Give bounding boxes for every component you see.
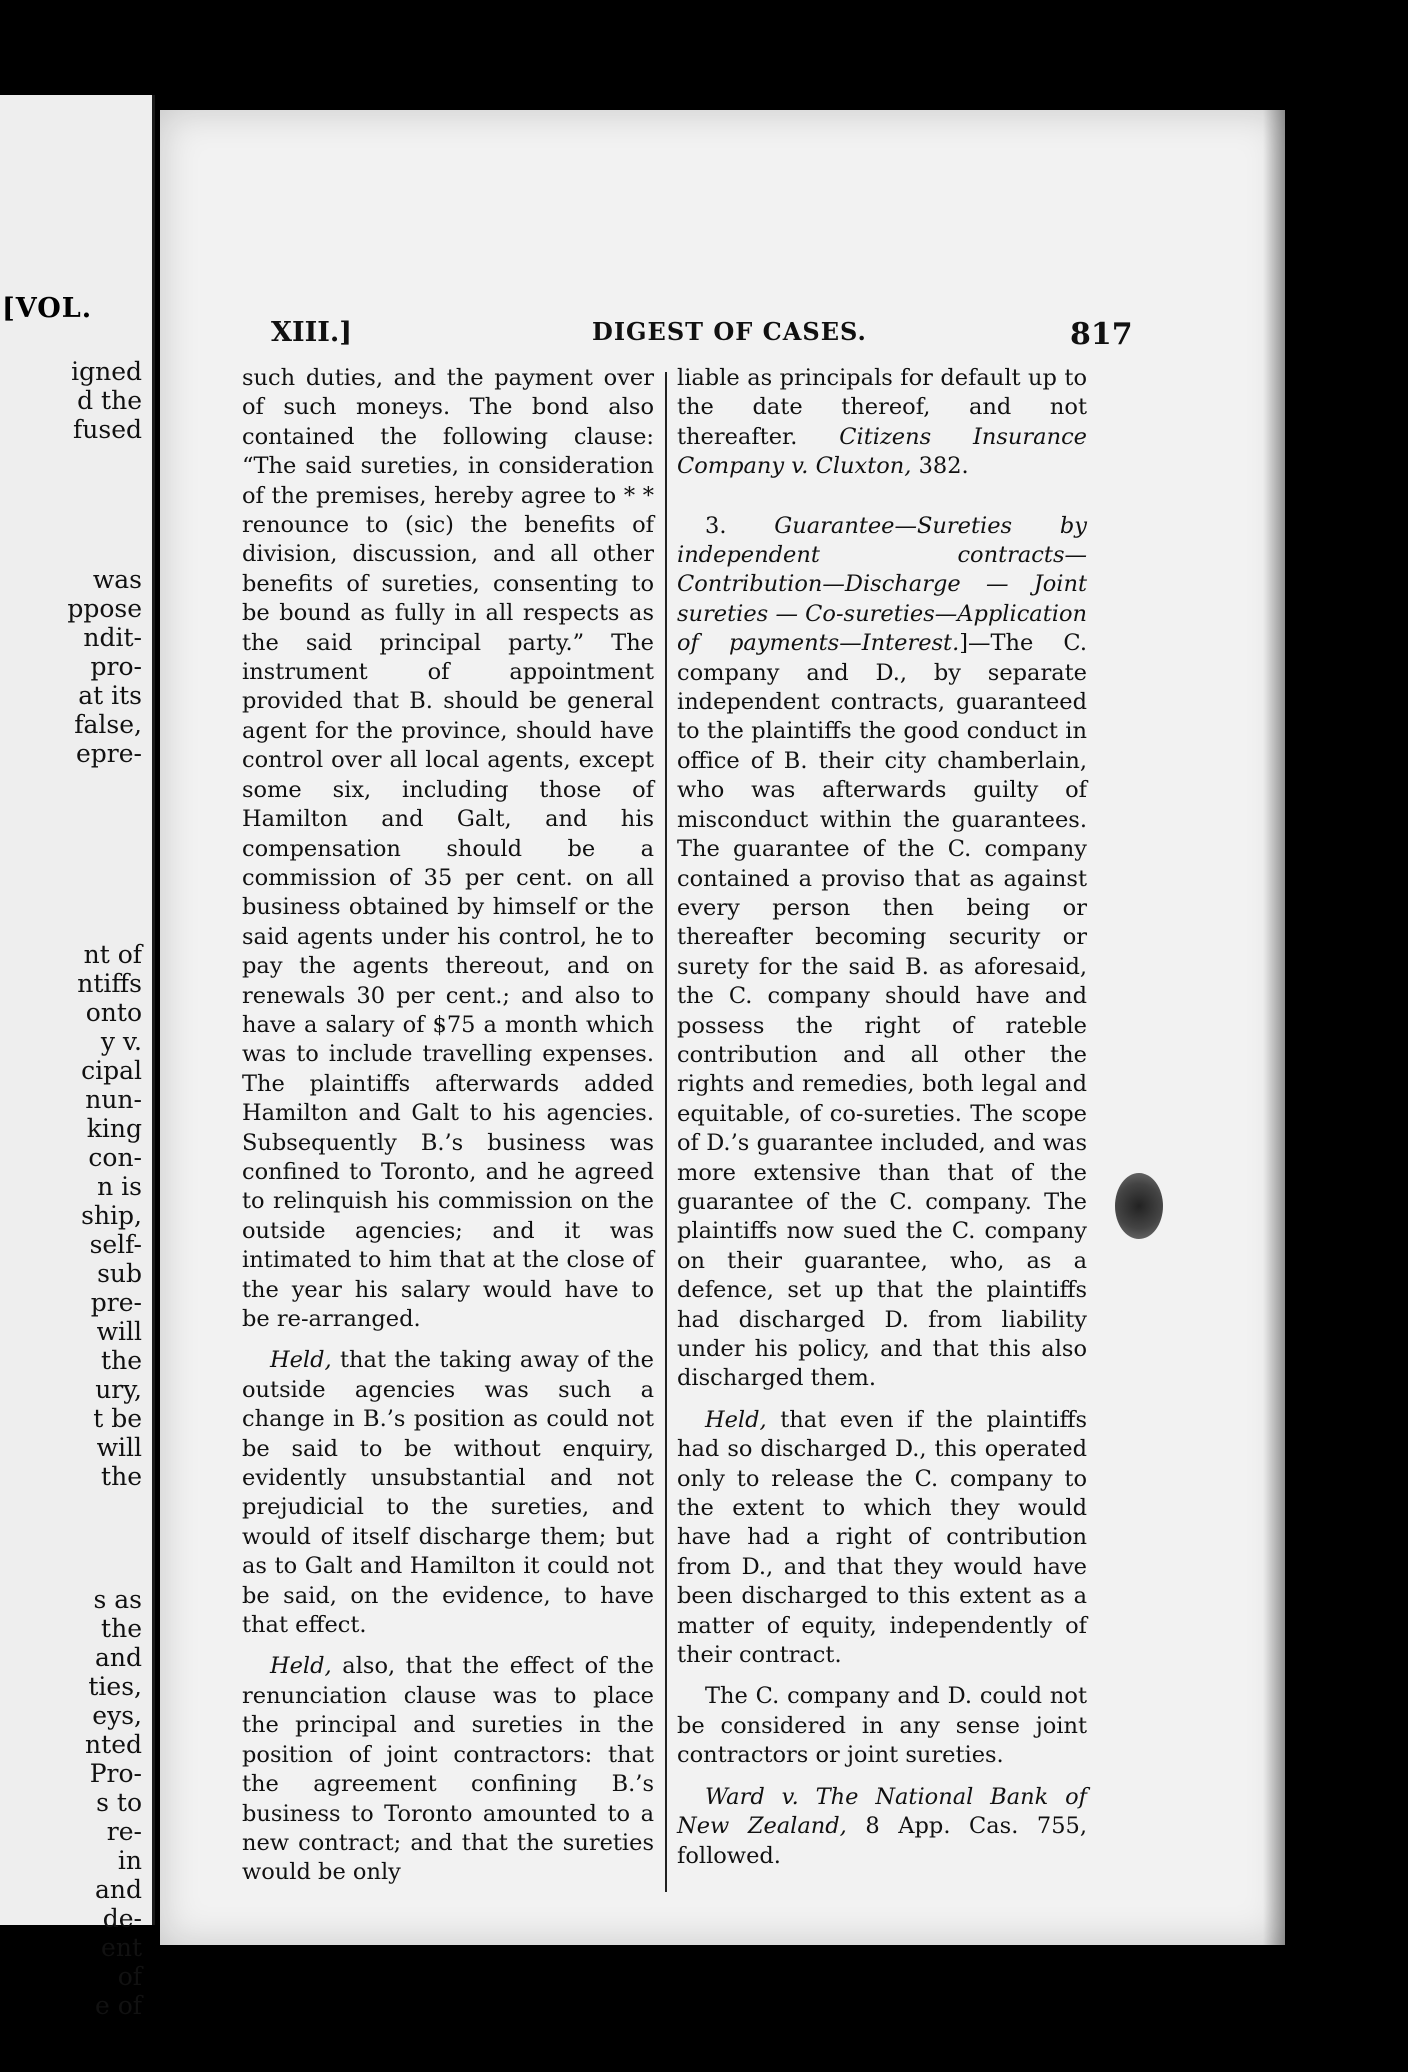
- previous-page-line: king: [86, 1114, 142, 1143]
- previous-page-line: con-: [88, 1143, 142, 1172]
- previous-page-line: n is: [97, 1172, 142, 1201]
- previous-page-line: de-: [102, 1904, 142, 1933]
- ink-blot: [1115, 1173, 1163, 1239]
- previous-page-line: e of: [94, 1991, 142, 2020]
- previous-page-line: re-: [106, 1817, 142, 1846]
- previous-page-line: ppose: [67, 594, 142, 623]
- previous-page-line: ndit-: [83, 623, 142, 652]
- paragraph: such duties, and the payment over of such moneys. The bond also contained the following clause: “The said sureties, in consideration of the premises, hereby agree to * * renounce to (sic) the benefits of division, discussion, and all other benefits of sureties, consenting to be bound as fully in all respects as the said principal party.” The instrument of appointment provided that B. should be general agent for the province, should have control over all local agents, except some six, including those of Hamilton and Galt, and his compensation should be a commission of 35 per cent. on all business obtained by himself or the said agents under his control, he to pay the agents thereout, and on renewals 30 per cent.; and also to have a salary of $75 a month which was to include travelling expenses. The plaintiffs afterwards added Hamilton and Galt to his agencies. Subsequently B.’s business was confined to Toronto, and he agreed to relinquish his commission on the outside agencies; and it was intimated to him that at the close of the year his salary would have to be re-arranged.: [242, 365, 654, 1332]
- previous-page-line: fused: [73, 415, 142, 444]
- case-citation: Citizens Insurance Company v. Cluxton,: [677, 423, 1087, 480]
- previous-page-line: self-: [89, 1230, 142, 1259]
- held-label: Held,: [270, 1347, 332, 1374]
- previous-page-line: of: [117, 1962, 142, 1991]
- held-label: Held,: [705, 1406, 767, 1433]
- previous-page-line: t be: [93, 1404, 142, 1433]
- previous-page-line: Pro-: [89, 1759, 142, 1788]
- running-title: DIGEST OF CASES.: [592, 317, 867, 346]
- page: [160, 110, 1285, 1945]
- paragraph: liable as principals for default up to the date thereof, and not thereafter. Citizens Insurance Company v. Cluxton, 382.: [677, 365, 1087, 480]
- previous-page-line: and: [94, 1643, 142, 1672]
- previous-page-line: at its: [78, 681, 142, 710]
- previous-page-line: s as: [93, 1585, 142, 1614]
- previous-page-line: ntiffs: [77, 969, 142, 998]
- previous-page-line: nun-: [85, 1085, 142, 1114]
- previous-page-line: nt of: [83, 940, 142, 969]
- right-column: [677, 364, 1087, 1871]
- headnote: Guarantee—Sureties by independent contracts—Contribution—Discharge — Joint sureties — Co-sureties—Application of payments—Interest.: [677, 512, 1087, 657]
- previous-page-line: will: [96, 1433, 142, 1462]
- page-number: 817: [1070, 317, 1133, 352]
- previous-page-line: d the: [77, 386, 142, 415]
- previous-page-line: igned: [71, 357, 142, 386]
- paragraph: Held, that the taking away of the outside agencies was such a change in B.’s position as could not be said to be without enquiry, evidently unsubstantial and not prejudicial to the sureties, and would of itself discharge them; but as to Galt and Hamilton it could not be said, on the evidence, to have that effect.: [242, 1347, 654, 1639]
- paragraph: The C. company and D. could not be considered in any sense joint contractors or joint sureties.: [677, 1683, 1087, 1769]
- previous-page-line: y v.: [100, 1027, 142, 1056]
- previous-page-line: the: [101, 1346, 142, 1375]
- paragraph: Held, that even if the plaintiffs had so discharged D., this operated only to release the C. company to the extent to which they would have had a right of contribution from D., and that they would have been discharged to this extent as a matter of equity, independently of their contract.: [677, 1406, 1087, 1669]
- previous-page-line: the: [101, 1614, 142, 1643]
- previous-page-line: ties,: [88, 1672, 142, 1701]
- previous-page-line: the: [101, 1462, 142, 1491]
- previous-page-edge: [0, 95, 155, 2020]
- paragraph: 3. Guarantee—Sureties by independent contracts—Contribution—Discharge — Joint sureties — Co-sureties—Application of payments—Interest.]—The C. company and D., by separate independent contracts, guaranteed to the plaintiffs the good conduct in office of B. their city chamberlain, who was afterwards guilty of misconduct within the guarantees. The guarantee of the C. company contained a proviso that as against every person then being or thereafter becoming security or surety for the said B. as aforesaid, the C. company should have and possess the right of rateble contribution and all other the rights and remedies, both legal and equitable, of co-sureties. The scope of D.’s guarantee included, and was more extensive than that of the guarantee of the C. company. The plaintiffs now sued the C. company on their guarantee, who, as a defence, set up that the plaintiffs had discharged D. from liability under his policy, and that this also discharged them.: [677, 512, 1087, 1392]
- left-column: [242, 364, 654, 1888]
- previous-page-line: ship,: [81, 1201, 142, 1230]
- held-label: Held,: [270, 1653, 332, 1680]
- previous-page-line: pro-: [90, 652, 142, 681]
- previous-page-header: [VOL.: [2, 293, 93, 324]
- previous-page-line: cipal: [81, 1056, 142, 1085]
- case-citation: Ward v. The National Bank of New Zealand,: [677, 1783, 1087, 1840]
- previous-page-line: pre-: [90, 1288, 142, 1317]
- previous-page-line: eys,: [92, 1701, 142, 1730]
- previous-page-line: onto: [85, 998, 142, 1027]
- previous-page-line: and: [94, 1875, 142, 1904]
- volume-label: XIII.]: [271, 317, 353, 348]
- previous-page-line: sub: [97, 1259, 142, 1288]
- column-divider: [665, 372, 667, 1892]
- previous-page-line: false,: [74, 710, 142, 739]
- previous-page-line: ent: [101, 1933, 142, 1962]
- previous-page-line: ury,: [95, 1375, 142, 1404]
- previous-page-line: in: [117, 1846, 142, 1875]
- previous-page-line: was: [92, 565, 142, 594]
- previous-page-line: will: [96, 1317, 142, 1346]
- previous-page-line: s to: [96, 1788, 142, 1817]
- previous-page-line: nted: [85, 1730, 142, 1759]
- paragraph: Held, also, that the effect of the renunciation clause was to place the principal and sureties in the position of joint contractors: that the agreement confining B.’s business to Toronto amounted to a new contract; and that the sureties would be only: [242, 1653, 654, 1886]
- previous-page-line: epre-: [76, 739, 142, 768]
- paragraph: Ward v. The National Bank of New Zealand, 8 App. Cas. 755, followed.: [677, 1783, 1088, 1869]
